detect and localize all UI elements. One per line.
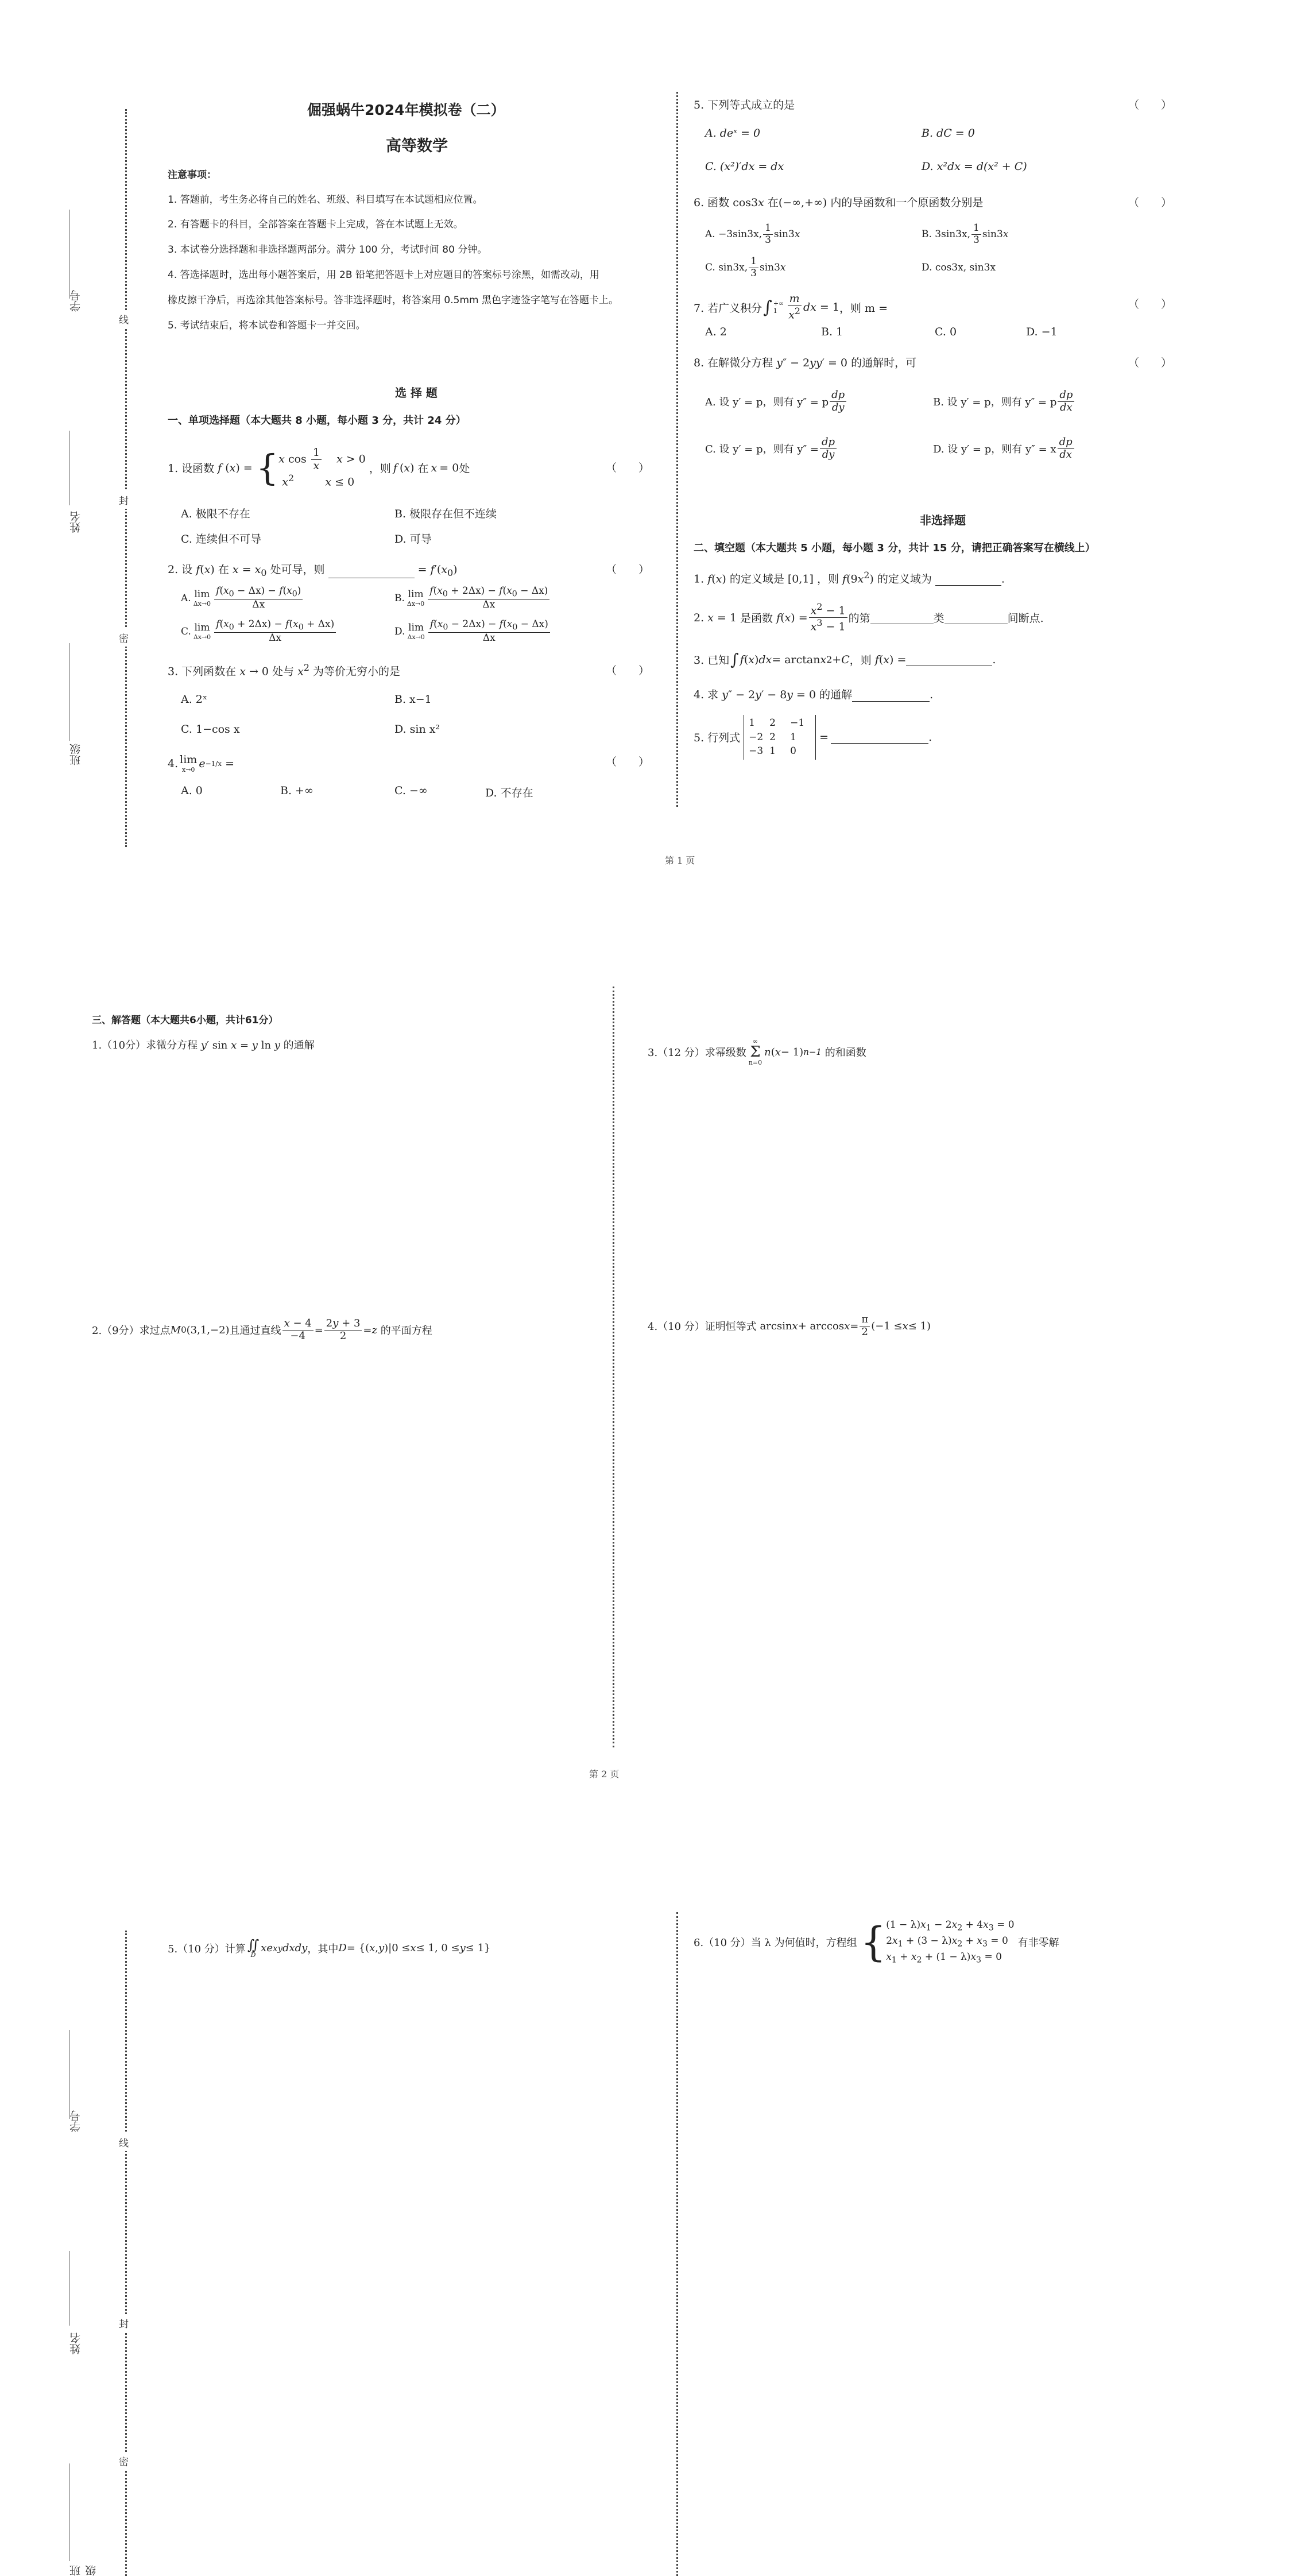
page3-name-label: 姓名: [69, 2333, 82, 2354]
section2-header: 二、填空题（本大题共 5 小题，每小题 3 分，共计 15 分，请把正确答案写在横线上）: [694, 542, 1096, 554]
q6-option-c: C. sin3x, $\frac{1}{3}$ sin3 x: [705, 256, 786, 279]
q8-answer-paren: （ ）: [1128, 357, 1172, 369]
exam-title: 倔强蜗牛2024年模拟卷（二）: [307, 102, 505, 118]
q8-option-b: B. 设 y′ = p，则有 y″ = p $\frac{dp}{dx}$: [933, 389, 1075, 413]
page3-class-label: 班级: [69, 2565, 98, 2576]
nonchoice-section-title: 非选择题: [920, 513, 966, 527]
question-2: 2. 设 f(x) 在 $x = x_0$ 处可导，则 = $f'(x_0)$: [168, 563, 458, 578]
page3-binding-dotted-line: [125, 1931, 127, 2576]
q7-option-b: B. 1: [821, 326, 843, 338]
q2-option-a: A. lim Δx→0 $\frac{f(x_0 - \Delta x) - f(x_0)}{\Delta x}$: [181, 586, 304, 610]
q7-option-a: A. 2: [705, 326, 727, 338]
q8-option-a: A. 设 y′ = p，则有 y″ = p $\frac{dp}{dy}$: [705, 389, 847, 413]
page2-column-divider: [613, 987, 614, 1747]
q7-option-d: D. −1: [1026, 326, 1058, 338]
question-3: 3. 下列函数在 x → 0 处与 $x^2$ 为等价无穷小的是: [168, 662, 400, 678]
fill-3: 3. 已知 ∫ f ( x ) dx = arctan x 2 + C ，则 f ( x ) = .: [694, 650, 996, 669]
choice-section-title: 选 择 题: [395, 386, 438, 400]
q3-option-c: C. 1−cos x: [181, 723, 240, 736]
q1-option-c: C. 连续但不可导: [181, 533, 261, 546]
q3-option-d: D. sin x²: [394, 723, 440, 736]
fill-1: 1. f(x) 的定义域是 [0,1] ，则 $f(9x^2)$ 的定义域为 .: [694, 570, 1005, 586]
q6-option-a: A. −3sin3x, $\frac{1}{3}$ sin3 x: [705, 222, 800, 246]
q8-option-d: D. 设 y′ = p，则有 y″ = x $\frac{dp}{dx}$: [933, 436, 1075, 461]
fill-5: 5. 行列式 1 2 −1 −2 2 1 −3 1 0 = .: [694, 715, 932, 760]
q2-answer-paren: （ ）: [606, 563, 650, 576]
student-id-label: 学号: [69, 290, 82, 312]
q5-option-c: C. (x²)′dx = dx: [705, 160, 784, 173]
q8-option-c: C. 设 y′ = p，则有 y″ = $\frac{dp}{dy}$: [705, 436, 838, 461]
notice-heading: 注意事项：: [168, 169, 216, 181]
q6-option-b: B. 3sin3x, $\frac{1}{3}$ sin3 x: [922, 222, 1009, 246]
notice-4: 4. 答选择题时，选出每小题答案后，用 2B 铅笔把答题卡上对应题目的答案标号涂黑，如需改动，用: [168, 269, 599, 281]
q1-answer-paren: （ ）: [606, 462, 650, 474]
q4-option-a: A. 0: [181, 784, 203, 797]
q7-option-c: C. 0: [935, 326, 957, 338]
seal-mark-seal: 封: [119, 491, 129, 509]
question-4: 4. lim x→0 e −1/x =: [168, 753, 235, 773]
q5-option-a: A. deˣ = 0: [705, 127, 761, 140]
notice-1: 1. 答题前，考生务必将自己的姓名、班级、科目填写在本试题相应位置。: [168, 194, 483, 206]
question-8: 8. 在解微分方程 y″ − 2yy′ = 0 的通解时，可: [694, 357, 917, 369]
determinant-matrix: 1 2 −1 −2 2 1 −3 1 0: [744, 715, 816, 760]
q4-answer-paren: （ ）: [606, 756, 650, 768]
column-divider: [676, 92, 678, 807]
notice-3: 3. 本试卷分选择题和非选择题两部分。满分 100 分，考试时间 80 分钟。: [168, 244, 487, 256]
notice-5: 5. 考试结束后，将本试卷和答题卡一并交回。: [168, 320, 366, 331]
page3-seal-mark-line: 线: [119, 2133, 129, 2151]
q4-option-d: D. 不存在: [485, 787, 533, 799]
q2-option-d: D. lim Δx→0 $\frac{f(x_0 - 2\Delta x) - f(x_0 - \Delta x)}{\Delta x}$: [394, 619, 551, 644]
question-7: 7. 若广义积分 ∫ +∞ 1 $\frac{m}{x^2}$ dx = 1 ，则 m =: [694, 292, 888, 322]
q5-option-d: D. x²dx = d(x² + C): [922, 160, 1027, 173]
section1-header: 一、单项选择题（本大题共 8 小题，每小题 3 分，共计 24 分）: [168, 415, 466, 427]
solve-q6: 6.（10 分）当 λ 为何值时，方程组 { $(1 - \lambda)x_1 - 2x_2 + 4x_3 = 0$ $2x_1 + (3 - \lambda)x_2 + x_3 = 0$ $x_1 + x_2 + (1 - \lambda)x_3 = 0$ 有非零解: [694, 1918, 1059, 1966]
solve-q1: 1.（10分）求微分方程 y′ sin x = y ln y 的通解: [92, 1039, 315, 1051]
exam-subject: 高等数学: [386, 137, 448, 155]
question-1: 1. 设函数 f ( x ) = { x cos $\frac{1}{x}$ x > 0 $x^2$ x ≤ 0 ，则 f ( x ) 在 x = 0 处: [168, 446, 470, 489]
q3-option-a: A. 2ˣ: [181, 693, 207, 706]
fill-2: 2. x = 1 是函数 f ( x ) = $\frac{x^2 - 1}{x^3 - 1}$ 的第 类 间断点.: [694, 601, 1044, 633]
q5-option-b: B. dC = 0: [922, 127, 975, 140]
question-5: 5. 下列等式成立的是: [694, 99, 795, 111]
q2-option-c: C. lim Δx→0 $\frac{f(x_0 + 2\Delta x) - f(x_0 + \Delta x)}{\Delta x}$: [181, 619, 337, 644]
page-number-2: 第 2 页: [589, 1769, 620, 1780]
class-label: 班级: [69, 744, 82, 765]
page3-student-id-label: 学号: [69, 2110, 82, 2132]
q1-option-d: D. 可导: [394, 533, 432, 546]
notice-2: 2. 有答题卡的科目，全部答案在答题卡上完成，答在本试题上无效。: [168, 219, 463, 230]
page3-seal-mark-secret: 密: [119, 2452, 129, 2470]
section3-header: 三、解答题（本大题共6小题，共计61分）: [92, 1015, 278, 1026]
q5-answer-paren: （ ）: [1128, 99, 1172, 111]
solve-q5: 5.（10 分）计算 ∬ D xe xy dxdy ，其中 D = {( x , y )|0 ≤ x ≤ 1, 0 ≤ y ≤ 1}: [168, 1937, 491, 1959]
solve-q3: 3.（12 分）求幂级数 ∞ Σ n=0 n ( x − 1) n−1 的和函数: [648, 1038, 866, 1066]
binding-dotted-line: [125, 109, 127, 847]
q7-answer-paren: （ ）: [1128, 298, 1172, 311]
q1-option-b: B. 极限存在但不连续: [394, 508, 497, 520]
name-label: 姓名: [69, 511, 82, 533]
question-6: 6. 函数 cos3x 在(−∞,+∞) 内的导函数和一个原函数分别是: [694, 196, 984, 209]
seal-mark-line: 线: [119, 310, 129, 328]
solve-q4: 4.（10 分）证明恒等式 arcsin x + arccos x = $\frac{\pi}{2}$ (−1 ≤ x ≤ 1): [648, 1313, 931, 1338]
fill-4: 4. 求 y″ − 2y′ − 8y = 0 的通解 .: [694, 689, 934, 701]
seal-mark-secret: 密: [119, 629, 129, 647]
page-number-1: 第 1 页: [665, 855, 695, 866]
solve-q2: 2.（9分）求过点 M 0 (3,1,−2) 且通过直线 $\frac{x - 4}{-4}$ = $\frac{2y + 3}{2}$ = z 的平面方程: [92, 1317, 432, 1342]
q3-answer-paren: （ ）: [606, 664, 650, 677]
q3-option-b: B. x−1: [394, 693, 432, 706]
page3-column-divider: [676, 1912, 678, 2576]
q6-option-d: D. cos3x, sin3x: [922, 262, 996, 273]
q1-option-a: A. 极限不存在: [181, 508, 250, 520]
q4-option-b: B. +∞: [280, 784, 313, 797]
notice-4-cont: 橡皮擦干净后，再选涂其他答案标号。答非选择题时，将答案用 0.5mm 黑色字迹签字笔写在答题卡上。: [168, 295, 618, 306]
page3-seal-mark-seal: 封: [119, 2314, 129, 2332]
q6-answer-paren: （ ）: [1128, 196, 1172, 209]
q2-option-b: B. lim Δx→0 $\frac{f(x_0 + 2\Delta x) - f(x_0 - \Delta x)}{\Delta x}$: [394, 586, 551, 610]
q4-option-c: C. −∞: [394, 784, 428, 797]
